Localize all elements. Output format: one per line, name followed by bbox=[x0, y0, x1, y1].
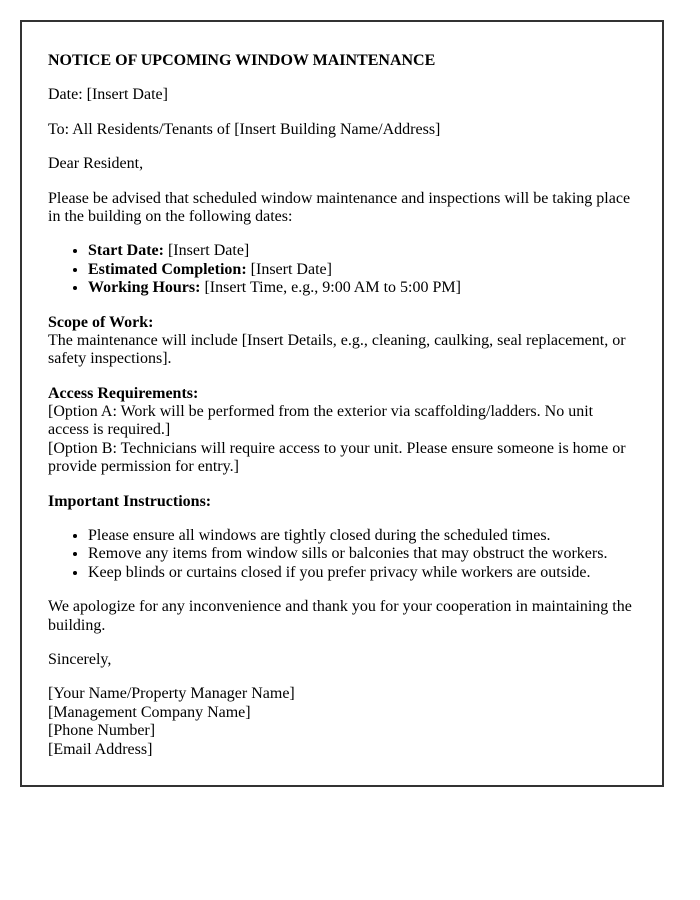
schedule-item-value: [Insert Time, e.g., 9:00 AM to 5:00 PM] bbox=[204, 279, 461, 297]
signature-block bbox=[48, 685, 634, 759]
instructions-list-item: • Remove any items from window sills or balconies that may obstruct the workers. bbox=[88, 545, 634, 563]
access-requirements-heading: Access Requirements: bbox=[48, 384, 199, 402]
intro-paragraph: Please be advised that scheduled window maintenance and inspections will be taking place in the building on the following dates: bbox=[48, 189, 631, 225]
access-option-a: [Option A: Work will be performed from the exterior via scaffolding/ladders. No unit access is required.] bbox=[48, 403, 594, 439]
access-option-b: [Option B: Technicians will require access to your unit. Please ensure someone is home or provide permission for entry.] bbox=[48, 439, 626, 476]
signature-line: [Management Company Name] bbox=[48, 703, 251, 721]
instructions-list-item: • Keep blinds or curtains closed if you prefer privacy while workers are outside. bbox=[88, 564, 634, 582]
document-title: NOTICE OF UPCOMING WINDOW MAINTENANCE bbox=[48, 52, 436, 69]
schedule-list-item bbox=[88, 261, 634, 279]
schedule-list-item bbox=[88, 242, 634, 260]
schedule-item-label: Estimated Completion: bbox=[88, 260, 247, 278]
scope-of-work-section bbox=[48, 314, 634, 369]
schedule-item-label: Start Date: bbox=[88, 242, 164, 260]
notice-document bbox=[20, 20, 664, 787]
schedule-item-value: [Insert Date] bbox=[167, 242, 250, 260]
instructions-list bbox=[48, 527, 634, 582]
signature-line: [Email Address] bbox=[48, 740, 153, 758]
instructions-list-item: • Please ensure all windows are tightly closed during the scheduled times. bbox=[88, 527, 634, 545]
to-line: To: All Residents/Tenants of [Insert Building Name/Address] bbox=[48, 120, 441, 138]
important-instructions-heading bbox=[48, 493, 634, 511]
date-line: Date: [Insert Date] bbox=[48, 86, 168, 104]
scope-of-work-heading: Scope of Work: bbox=[48, 313, 154, 331]
signoff: Sincerely, bbox=[48, 650, 112, 668]
important-instructions-heading-text: Important Instructions: bbox=[48, 492, 212, 510]
signature-line: [Phone Number] bbox=[48, 722, 156, 740]
scope-of-work-body: The maintenance will include [Insert Details, e.g., cleaning, caulking, seal replacement, or safety inspections]. bbox=[48, 331, 626, 368]
schedule-item-label: Working Hours: bbox=[88, 279, 201, 297]
schedule-list-item bbox=[88, 279, 634, 297]
signature-line: [Your Name/Property Manager Name] bbox=[48, 685, 295, 703]
salutation: Dear Resident, bbox=[48, 155, 144, 173]
closing-paragraph: We apologize for any inconvenience and thank you for your cooperation in maintaining the building. bbox=[48, 598, 632, 634]
access-requirements-section bbox=[48, 385, 634, 477]
schedule-item-value: [Insert Date] bbox=[250, 260, 332, 278]
schedule-list bbox=[48, 242, 634, 297]
